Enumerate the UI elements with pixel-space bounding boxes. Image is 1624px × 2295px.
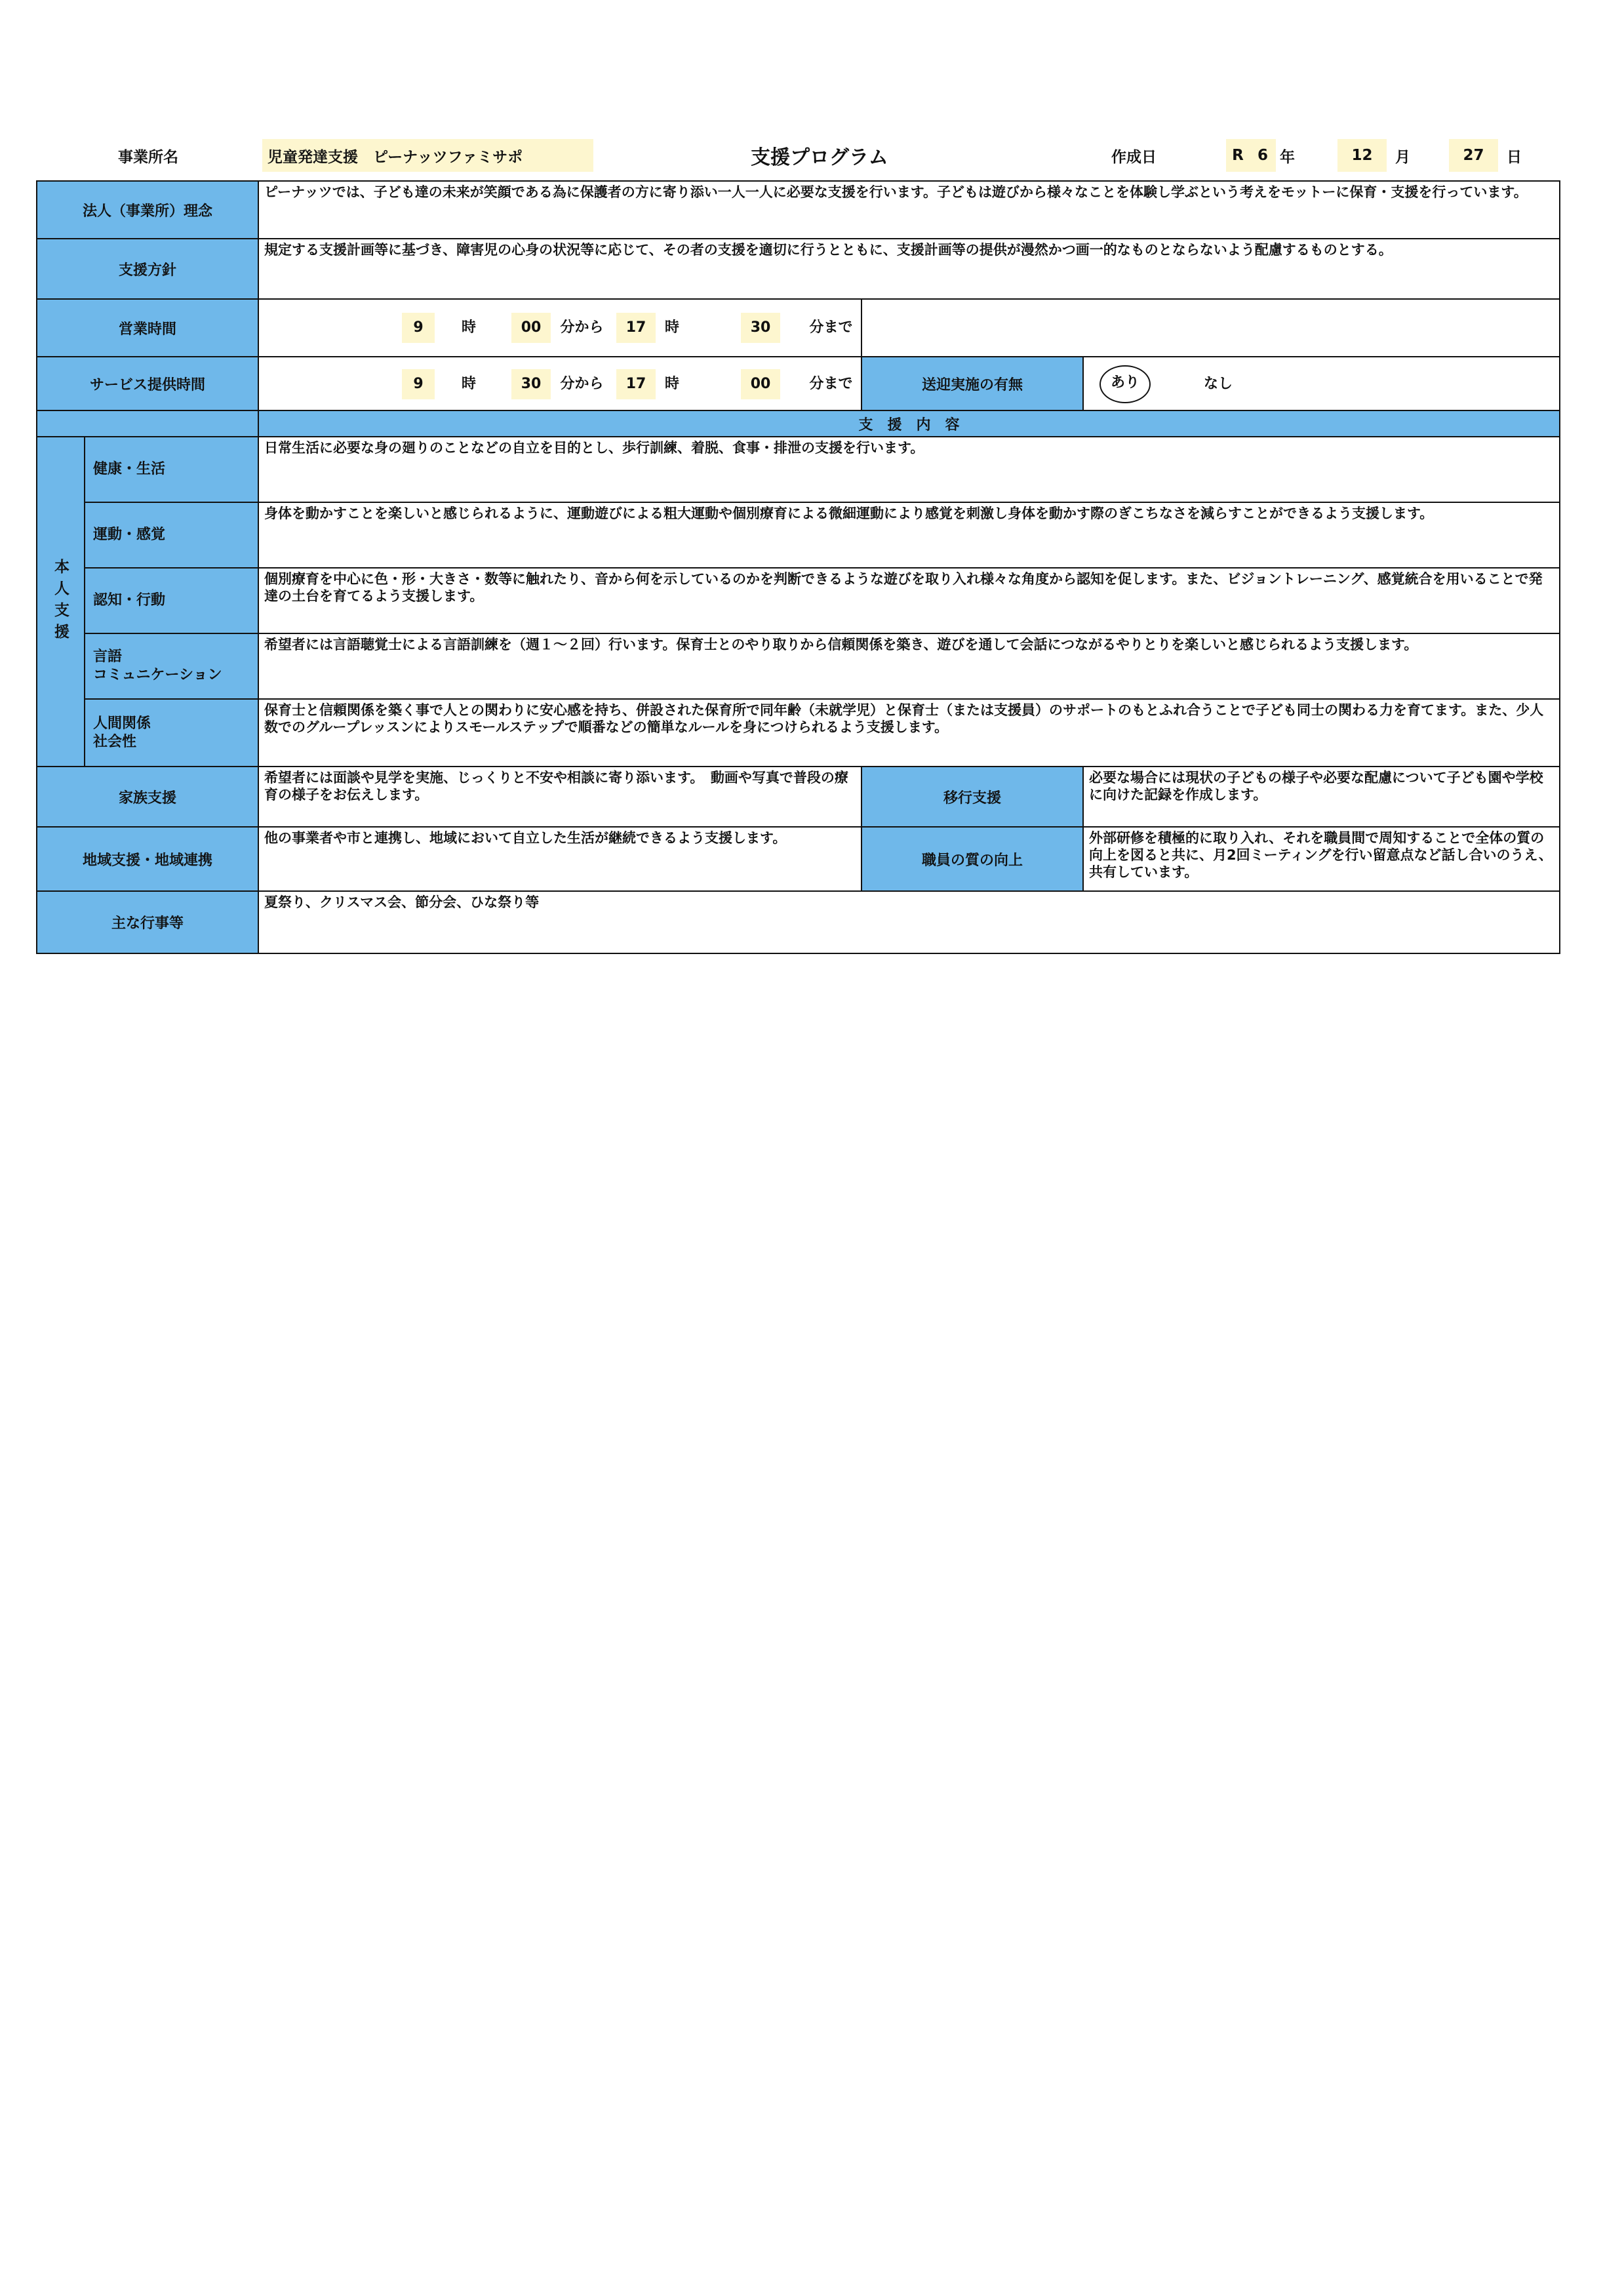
business-start-hour: 9: [402, 313, 435, 343]
policy-text: 規定する支援計画等に基づき、障害児の心身の状況等に応じて、その者の支援を適切に行うとともに、支援計画等の提供が漫然かつ画一的なものとならないよう配慮するものとする。: [258, 238, 1560, 300]
month: 12: [1337, 139, 1387, 172]
hours-divider: [861, 300, 862, 357]
service-hours-label: サービス提供時間: [36, 356, 259, 411]
events-text: 夏祭り、クリスマス会、節分会、ひな祭り等: [258, 890, 1560, 954]
health-label: 健康・生活: [84, 436, 259, 503]
support-contents-header: 支 援 内 容: [258, 410, 1560, 437]
service-hours-cell: [258, 356, 862, 411]
hour-unit: 時: [664, 319, 679, 336]
month-unit: 月: [1395, 148, 1410, 166]
hour-unit: 時: [664, 376, 679, 392]
business-start-minute: 00: [511, 313, 551, 343]
hour-unit: 時: [461, 319, 476, 336]
social-label-line2: 社会性: [93, 733, 137, 750]
support-program-table: [36, 180, 1560, 955]
staff-quality-text: 外部研修を積極的に取り入れ、それを職員間で周知することで全体の質の向上を図ると共に、月2回ミーティングを行い留意点など話し合いのうえ、共有しています。: [1082, 826, 1560, 892]
motor-text: 身体を動かすことを楽しいと感じられるように、運動遊びによる粗大運動や個別療育による微細運動により感覚を刺激し身体を動かす際のぎこちなさを減らすことができるよう支援します。: [258, 502, 1560, 569]
social-label-line1: 人間関係: [93, 715, 151, 732]
day: 27: [1449, 139, 1498, 172]
social-text: 保育士と信頼関係を築く事で人との関わりに安心感を持ち、併設された保育所で同年齢（未就学児）と保育士（または支援員）のサポートのもとふれ合うことで子ども同士の関わる力を育てます。また、少人数でのグループレッスンによりスモールステップで順番などの簡単なルールを身につけられるよう支援します。: [258, 698, 1560, 767]
events-label: 主な行事等: [36, 890, 259, 954]
family-label: 家族支援: [36, 766, 259, 828]
from-label: 分から: [560, 376, 604, 392]
staff-quality-label: 職員の質の向上: [861, 826, 1084, 892]
until-label: 分まで: [809, 376, 853, 392]
service-start-minute: 30: [511, 369, 551, 399]
community-label: 地域支援・地域連携: [36, 826, 259, 892]
language-text: 希望者には言語聴覚士による言語訓練を（週１～２回）行います。保育士とのやり取りから信頼関係を築き、遊びを通して会話につながるやりとりを楽しいと感じられるよう支援します。: [258, 633, 1560, 700]
transport-yes: あり: [1110, 374, 1139, 391]
cognition-label: 認知・行動: [84, 567, 259, 634]
service-end-hour: 17: [616, 369, 656, 399]
office-label: 事業所名: [118, 148, 178, 166]
created-label: 作成日: [1111, 148, 1157, 166]
community-text: 他の事業者や市と連携し、地域において自立した生活が継続できるよう支援します。: [258, 826, 862, 892]
transition-label: 移行支援: [861, 766, 1084, 828]
until-label: 分まで: [809, 319, 853, 336]
service-start-hour: 9: [402, 369, 435, 399]
social-label: [84, 698, 259, 767]
transport-no: なし: [1203, 376, 1233, 392]
language-label-line2: コミュニケーション: [93, 667, 222, 683]
business-hours-label: 営業時間: [36, 298, 259, 357]
personal-support-label: 本人支援: [36, 436, 85, 767]
philosophy-label: 法人（事業所）理念: [36, 180, 259, 239]
hour-unit: 時: [461, 376, 476, 392]
business-end-hour: 17: [616, 313, 656, 343]
page-title: 支援プログラム: [751, 146, 888, 169]
year: 6: [1250, 139, 1276, 172]
support-header-left: [36, 410, 259, 437]
cognition-text: 個別療育を中心に色・形・大きさ・数等に触れたり、音から何を示しているのかを判断できるような遊びを取り入れ様々な角度から認知を促します。また、ビジョントレーニング、感覚統合を用いることで発達の土台を育てるよう支援します。: [258, 567, 1560, 634]
office-name: 児童発達支援 ピーナッツファミサポ: [262, 139, 593, 172]
philosophy-text: ピーナッツでは、子ども達の未来が笑顔である為に保護者の方に寄り添い一人一人に必要な支援を行います。子どもは遊びから様々なことを体験し学ぶという考えをモットーに保育・支援を行っています。: [258, 180, 1560, 239]
from-label: 分から: [560, 319, 604, 336]
business-end-minute: 30: [741, 313, 780, 343]
transition-text: 必要な場合には現状の子どもの様子や必要な配慮について子ども園や学校に向けた記録を作成します。: [1082, 766, 1560, 828]
year-unit: 年: [1280, 148, 1295, 166]
family-text: 希望者には面談や見学を実施、じっくりと不安や相談に寄り添います。 動画や写真で普段の療育の様子をお伝えします。: [258, 766, 862, 828]
health-text: 日常生活に必要な身の廻りのことなどの自立を目的とし、歩行訓練、着脱、食事・排泄の支援を行います。: [258, 436, 1560, 503]
transport-cell: [1082, 356, 1560, 411]
business-hours-cell: [258, 298, 1560, 357]
transport-label: 送迎実施の有無: [861, 356, 1084, 411]
era: R: [1226, 139, 1250, 172]
language-label-line1: 言語: [93, 649, 123, 665]
policy-label: 支援方針: [36, 238, 259, 300]
motor-label: 運動・感覚: [84, 502, 259, 569]
language-label: [84, 633, 259, 700]
service-end-minute: 00: [741, 369, 780, 399]
day-unit: 日: [1507, 148, 1522, 166]
